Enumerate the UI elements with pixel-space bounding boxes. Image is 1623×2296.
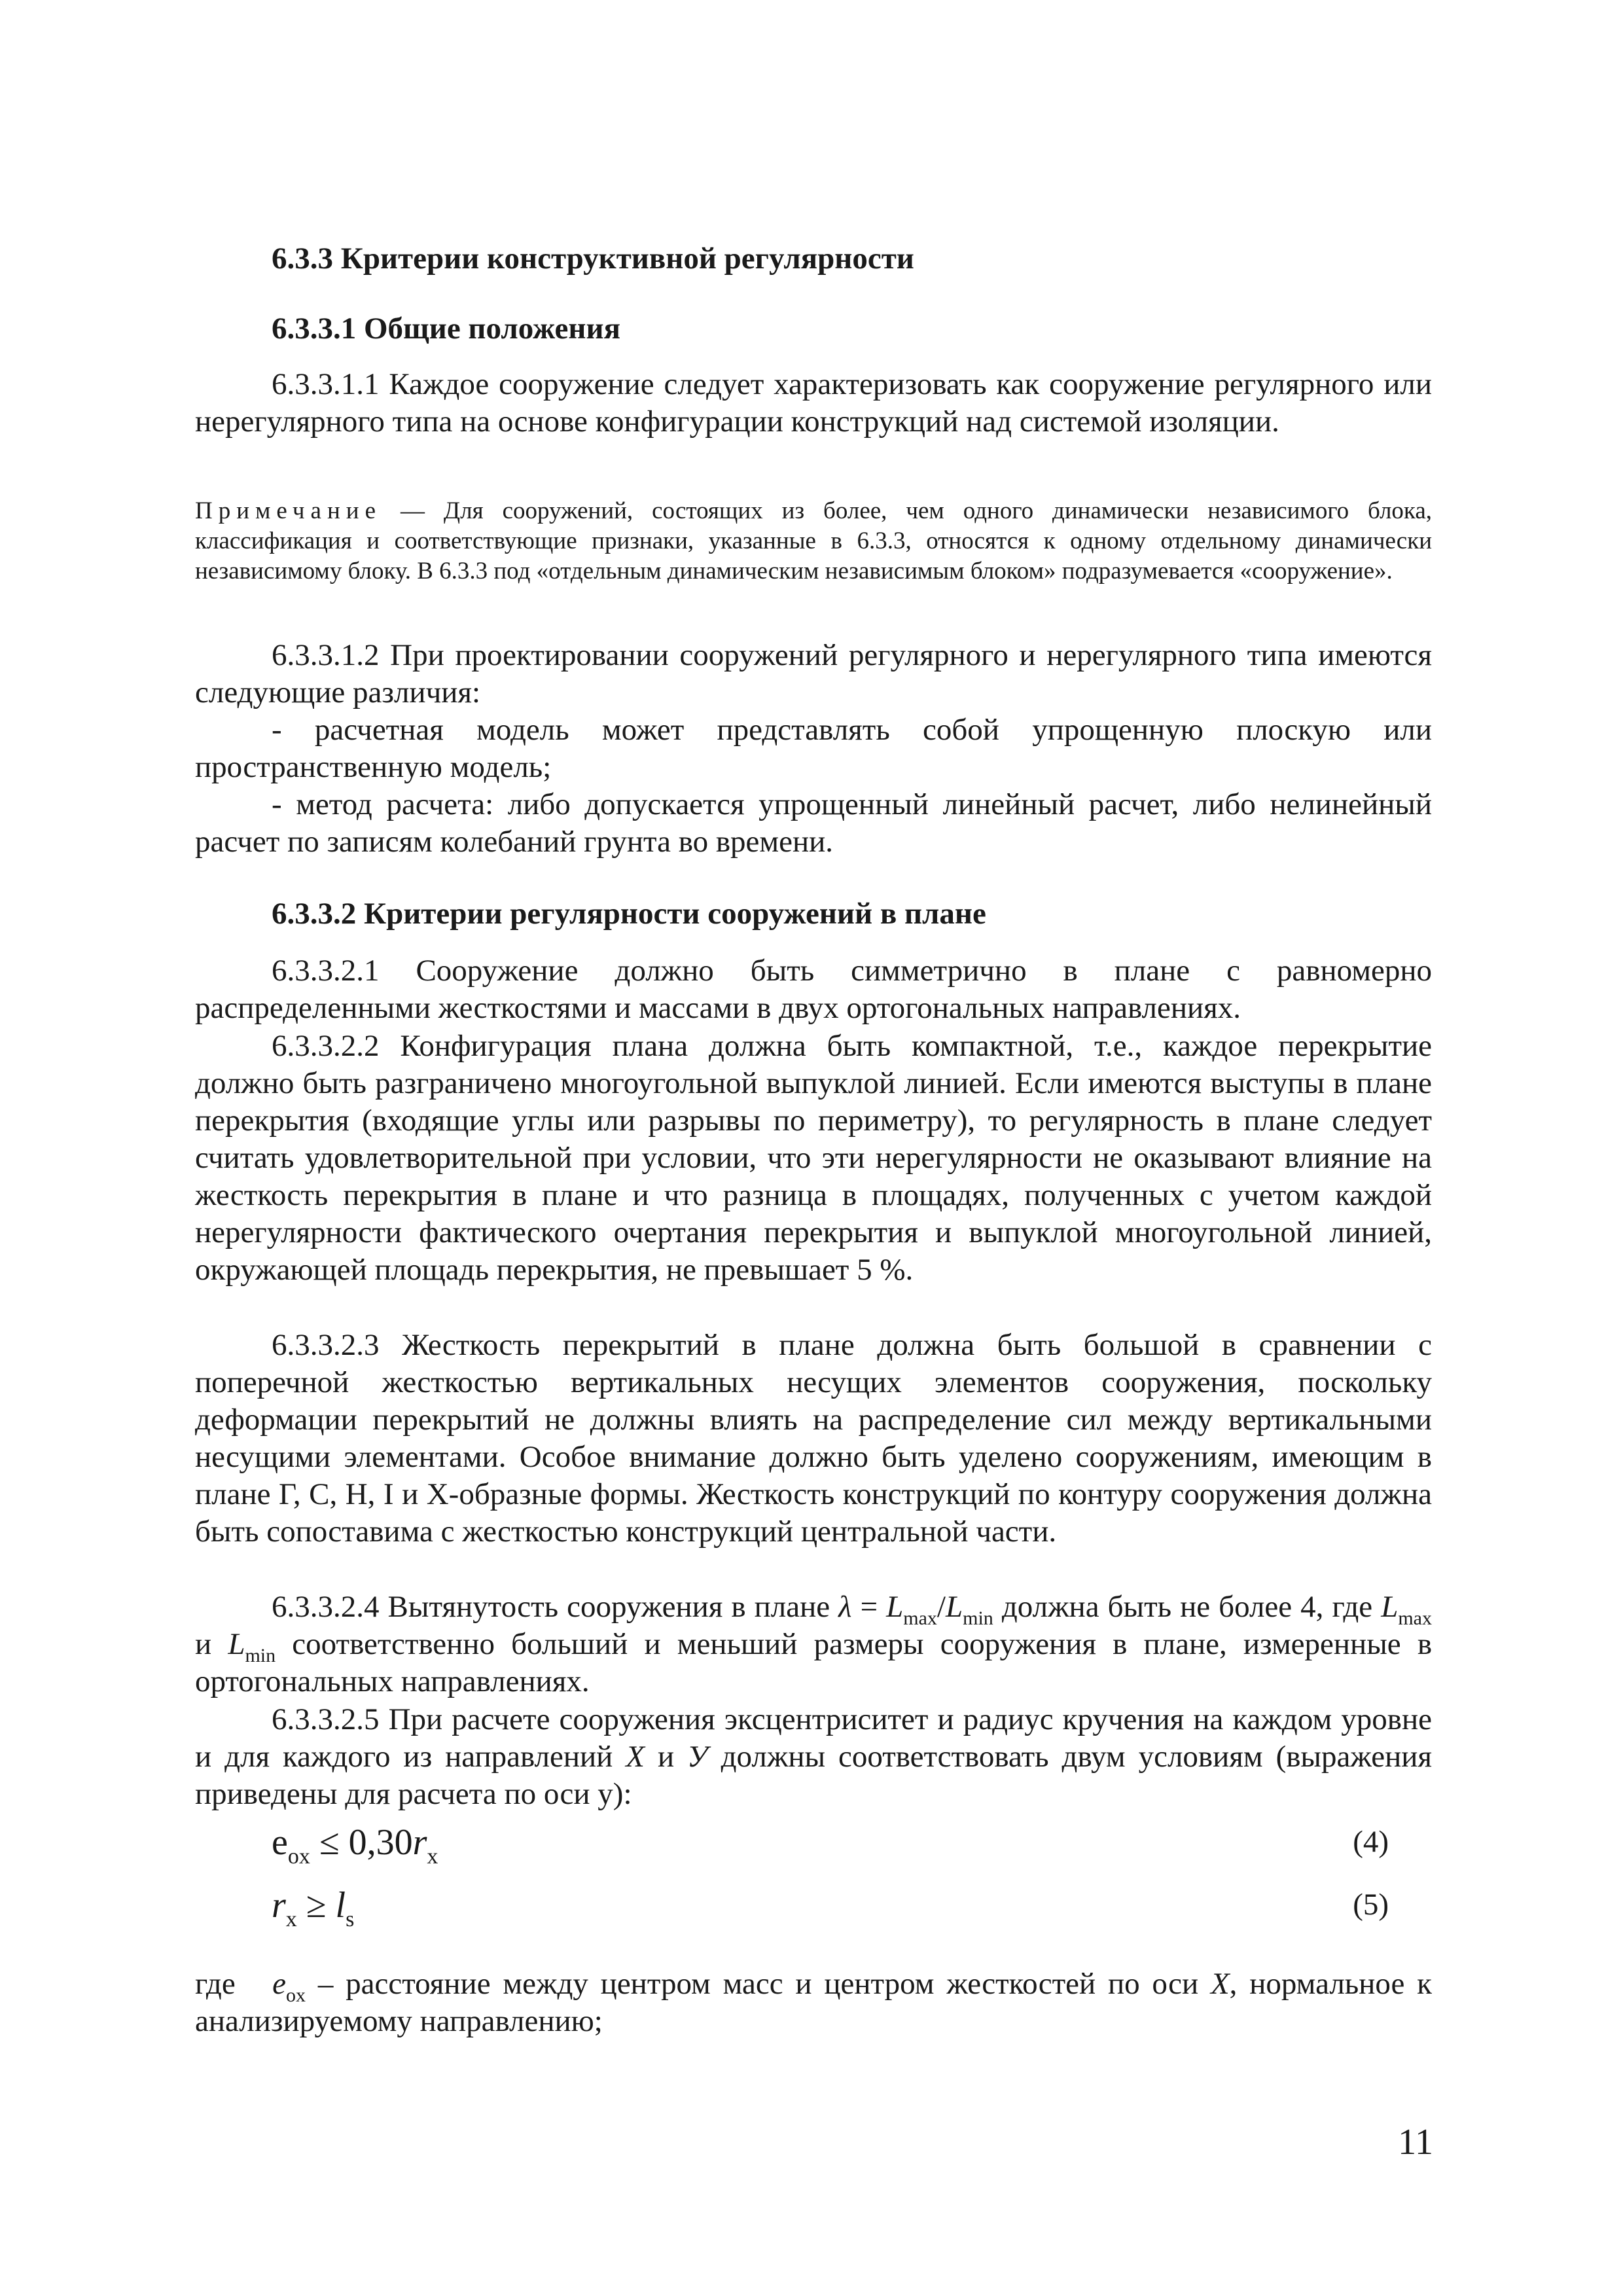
text-run: /	[936, 1590, 946, 1624]
text-run: =	[851, 1590, 887, 1624]
paragraph-6-3-3-2-1: 6.3.3.2.1 Сооружение должно быть симметрично в плане с равномерно распределенными жесткостями и массами в двух ортогональных направлениях.	[195, 954, 1432, 1025]
formula-5	[272, 1882, 355, 1931]
paragraph-6-3-3-1-1: 6.3.3.1.1 Каждое сооружение следует характеризовать как сооружение регулярного или нерегулярного типа на основе конфигурации конструкций над системой изоляции.	[195, 367, 1432, 439]
e-symbol: e	[272, 1967, 287, 2001]
subscript-s: s	[346, 1907, 355, 1931]
list-item: - расчетная модель может представлять собой упрощенную плоскую или пространственную модель;	[195, 713, 1432, 784]
subscript-x: x	[285, 1907, 297, 1931]
text-run: соответственно больший и меньший размеры сооружения в плане, измеренные в ортогональных направлениях.	[195, 1627, 1433, 1698]
list-item: - метод расчета: либо допускается упрощенный линейный расчет, либо нелинейный расчет по записям колебаний грунта во времени.	[195, 787, 1432, 859]
l-symbol: l	[335, 1885, 346, 1926]
l-symbol: L	[1381, 1590, 1399, 1624]
paragraph-6-3-3-2-4	[195, 1588, 1432, 1700]
paragraph-6-3-3-2-3: 6.3.3.2.3 Жесткость перекрытий в плане должна быть большой в сравнении с поперечной жесткостью вертикальных несущих элементов сооружения, поскольку деформации перекрытий не должны влиять на распределение сил между вертикальными несущими элементами. Особое внимание должно быть уделено сооружениям, имеющим в плане Г, С, Н, I и Х-образные формы. Жесткость конструкций по контуру сооружения должна быть сопоставима с жесткостью конструкций центральной части.	[195, 1328, 1432, 1549]
where-clause	[195, 1965, 1440, 2040]
note-paragraph	[195, 496, 1432, 586]
l-symbol: L	[945, 1590, 963, 1624]
l-symbol: L	[886, 1590, 904, 1624]
axis-y-symbol: У	[687, 1740, 708, 1774]
text-run: где	[195, 1967, 273, 2001]
section-heading-6-3-3-1: 6.3.3.1 Общие положения	[272, 312, 620, 346]
note-label: Примечание	[195, 497, 382, 524]
text-run: – расстояние между центром масс и центром жесткостей по оси	[306, 1967, 1211, 2001]
r-symbol: r	[412, 1822, 427, 1863]
text-run: и	[195, 1627, 228, 1661]
equation-number-5: (5)	[1353, 1888, 1389, 1922]
subscript-x: x	[427, 1844, 438, 1869]
subscript-ox: ox	[287, 1844, 310, 1869]
text-run: должна быть не более 4, где	[993, 1590, 1382, 1624]
text-run: , нормальное к анализируемому направлению;	[195, 1967, 1440, 2038]
subscript-max: max	[903, 1607, 937, 1629]
axis-x-symbol: X	[1210, 1967, 1230, 2001]
page-number: 11	[1398, 2122, 1433, 2162]
subscript-min: min	[245, 1645, 276, 1666]
paragraph-6-3-3-2-5	[195, 1701, 1432, 1813]
l-symbol: L	[228, 1627, 245, 1661]
e-symbol: e	[272, 1822, 288, 1863]
note-text: — Для сооружений, состоящих из более, чем одного динамически независимого блока, классификация и соответствующие признаки, указанные в 6.3.3, относятся к одному отдельному динамически независимому блоку. В 6.3.3 под «отдельным динамическим независимым блоком» подразумевается «сооружение».	[195, 497, 1432, 584]
subscript-min: min	[963, 1607, 993, 1629]
text-run: и	[645, 1740, 688, 1774]
text-run: ≤ 0,30	[310, 1822, 413, 1863]
text-run: ≥	[296, 1885, 336, 1926]
text-run: 6.3.3.2.5 При расчете сооружения эксцентриситет и радиус кручения на каждом уровне и для каждого из направлений	[195, 1702, 1432, 1774]
equation-number-4: (4)	[1353, 1825, 1389, 1859]
formula-4	[272, 1820, 438, 1869]
paragraph-6-3-3-1-2: 6.3.3.1.2 При проектировании сооружений регулярного и нерегулярного типа имеются следующие различия:	[195, 638, 1432, 709]
subscript-ox: ox	[286, 1984, 306, 2006]
section-heading-6-3-3-2: 6.3.3.2 Критерии регулярности сооружений в плане	[272, 897, 986, 931]
r-symbol: r	[272, 1885, 286, 1926]
section-heading-6-3-3: 6.3.3 Критерии конструктивной регулярности	[272, 242, 914, 276]
lambda-symbol: λ	[838, 1590, 852, 1624]
axis-x-symbol: X	[626, 1740, 645, 1774]
text-run: должны соответствовать двум условиям (выражения приведены для расчета по оси у):	[195, 1740, 1432, 1811]
paragraph-6-3-3-2-2: 6.3.3.2.2 Конфигурация плана должна быть компактной, т.е., каждое перекрытие должно быть разграничено многоугольной выпуклой линией. Если имеются выступы в плане перекрытия (входящие углы или разрывы по периметру), то регулярность в плане следует считать удовлетворительной при условии, что эти нерегулярности не оказывают влияние на жесткость перекрытия в плане и что разница в площадях, полученных с учетом каждой нерегулярности фактического очертания перекрытия и выпуклой многоугольной линией, окружающей площадь перекрытия, не превышает 5 %.	[195, 1029, 1432, 1287]
subscript-max: max	[1398, 1607, 1432, 1629]
text-run: 6.3.3.2.4 Вытянутость сооружения в плане	[272, 1590, 839, 1624]
